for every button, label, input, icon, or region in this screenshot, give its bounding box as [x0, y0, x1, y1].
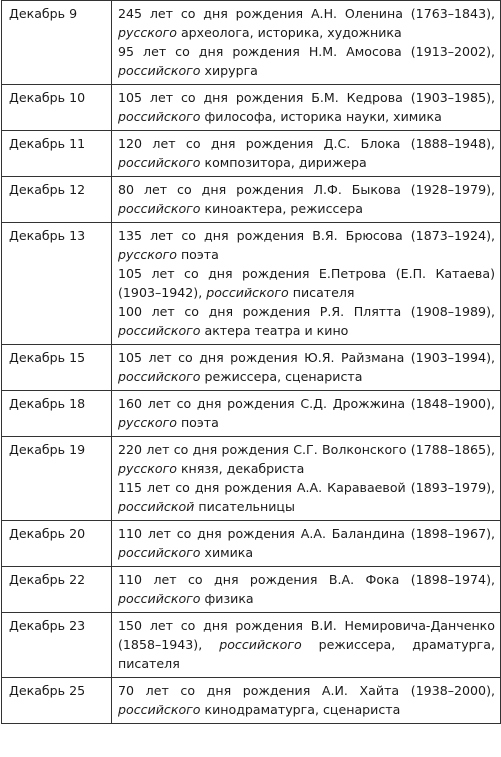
- anniversary-entry: [118, 264, 495, 302]
- anniversary-entry: [118, 302, 495, 340]
- date-cell: Декабрь 9: [2, 1, 112, 85]
- entry-text: 160 лет со дня рождения С.Д. Дрожжина (1848–1900),: [118, 396, 495, 411]
- table-body: [2, 1, 501, 724]
- anniversary-cell: [112, 567, 501, 613]
- anniversary-entry: [118, 524, 495, 562]
- anniversary-cell: [112, 391, 501, 437]
- entry-text: 105 лет со дня рождения Ю.Я. Райзмана (1903–1994),: [118, 350, 495, 365]
- date-cell: Декабрь 15: [2, 345, 112, 391]
- nationality-adjective: российского: [118, 201, 201, 216]
- profession-text: философа, историка науки, химика: [200, 109, 442, 124]
- anniversary-entry: [118, 681, 495, 719]
- date-cell: Декабрь 13: [2, 223, 112, 345]
- profession-text: писателя: [288, 285, 355, 300]
- profession-text: физика: [200, 591, 254, 606]
- anniversary-entry: [118, 88, 495, 126]
- date-cell: Декабрь 18: [2, 391, 112, 437]
- date-cell: Декабрь 20: [2, 521, 112, 567]
- nationality-adjective: российского: [118, 591, 201, 606]
- profession-text: киноактера, режиссера: [200, 201, 363, 216]
- anniversary-cell: [112, 131, 501, 177]
- profession-text: кинодраматурга, сценариста: [200, 702, 401, 717]
- entry-text: 70 лет со дня рождения А.И. Хайта (1938–2000),: [118, 683, 495, 698]
- anniversary-entry: [118, 134, 495, 172]
- nationality-adjective: российской: [118, 499, 195, 514]
- entry-text: 135 лет со дня рождения В.Я. Брюсова (1873–1924),: [118, 228, 495, 243]
- date-cell: Декабрь 11: [2, 131, 112, 177]
- nationality-adjective: российского: [118, 109, 201, 124]
- nationality-adjective: русского: [118, 247, 177, 262]
- table-row: [2, 521, 501, 567]
- profession-text: режиссера, сценариста: [200, 369, 363, 384]
- anniversary-entry: [118, 348, 495, 386]
- nationality-adjective: российского: [206, 285, 289, 300]
- profession-text: режиссера, драматурга, писателя: [118, 637, 495, 671]
- entry-text: 115 лет со дня рождения А.А. Караваевой (1893–1979),: [118, 480, 495, 495]
- nationality-adjective: российского: [118, 369, 201, 384]
- anniversary-entry: [118, 4, 495, 42]
- anniversary-entry: [118, 616, 495, 673]
- profession-text: поэта: [176, 247, 219, 262]
- nationality-adjective: российского: [118, 545, 201, 560]
- anniversary-cell: [112, 1, 501, 85]
- table-row: [2, 223, 501, 345]
- date-cell: Декабрь 23: [2, 613, 112, 678]
- nationality-adjective: русского: [118, 415, 177, 430]
- anniversary-cell: [112, 223, 501, 345]
- nationality-adjective: российского: [118, 63, 201, 78]
- date-cell: Декабрь 25: [2, 678, 112, 724]
- table-row: [2, 177, 501, 223]
- entry-text: 95 лет со дня рождения Н.М. Амосова (1913–2002),: [118, 44, 495, 59]
- anniversary-cell: [112, 177, 501, 223]
- profession-text: химика: [200, 545, 254, 560]
- date-cell: Декабрь 10: [2, 85, 112, 131]
- table-row: [2, 613, 501, 678]
- anniversary-entry: [118, 570, 495, 608]
- profession-text: археолога, историка, художника: [176, 25, 402, 40]
- nationality-adjective: российского: [219, 637, 302, 652]
- date-cell: Декабрь 19: [2, 437, 112, 521]
- profession-text: композитора, дирижера: [200, 155, 367, 170]
- anniversary-cell: [112, 437, 501, 521]
- table-row: [2, 85, 501, 131]
- anniversary-entry: [118, 440, 495, 478]
- date-cell: Декабрь 22: [2, 567, 112, 613]
- table-row: [2, 1, 501, 85]
- anniversary-cell: [112, 85, 501, 131]
- profession-text: поэта: [176, 415, 219, 430]
- date-cell: Декабрь 12: [2, 177, 112, 223]
- anniversary-entry: [118, 42, 495, 80]
- profession-text: хирурга: [200, 63, 258, 78]
- nationality-adjective: российского: [118, 323, 201, 338]
- anniversary-cell: [112, 613, 501, 678]
- entry-text: 105 лет со дня рождения Е.Петрова (Е.П. Катаева) (1903–1942),: [118, 266, 495, 300]
- entry-text: 245 лет со дня рождения А.Н. Оленина (1763–1843),: [118, 6, 495, 21]
- entry-text: 100 лет со дня рождения Р.Я. Плятта (1908–1989),: [118, 304, 495, 319]
- table-row: [2, 437, 501, 521]
- entry-text: 105 лет со дня рождения Б.М. Кедрова (1903–1985),: [118, 90, 495, 105]
- table-row: [2, 567, 501, 613]
- entry-text: 110 лет со дня рождения А.А. Баландина (1898–1967),: [118, 526, 495, 541]
- anniversary-table: [1, 0, 501, 724]
- anniversary-entry: [118, 226, 495, 264]
- table-row: [2, 345, 501, 391]
- profession-text: князя, декабриста: [176, 461, 305, 476]
- anniversary-cell: [112, 678, 501, 724]
- profession-text: актера театра и кино: [200, 323, 349, 338]
- entry-text: 110 лет со дня рождения В.А. Фока (1898–1974),: [118, 572, 495, 587]
- nationality-adjective: российского: [118, 702, 201, 717]
- nationality-adjective: русского: [118, 461, 177, 476]
- anniversary-cell: [112, 521, 501, 567]
- table-row: [2, 391, 501, 437]
- entry-text: 150 лет со дня рождения В.И. Немировича-Данченко (1858–1943),: [118, 618, 495, 652]
- table-row: [2, 131, 501, 177]
- anniversary-cell: [112, 345, 501, 391]
- entry-text: 80 лет со дня рождения Л.Ф. Быкова (1928–1979),: [118, 182, 495, 197]
- table-row: [2, 678, 501, 724]
- anniversary-entry: [118, 180, 495, 218]
- profession-text: писательницы: [194, 499, 295, 514]
- anniversary-entry: [118, 478, 495, 516]
- anniversary-entry: [118, 394, 495, 432]
- entry-text: 120 лет со дня рождения Д.С. Блока (1888–1948),: [118, 136, 495, 151]
- nationality-adjective: русского: [118, 25, 177, 40]
- nationality-adjective: российского: [118, 155, 201, 170]
- entry-text: 220 лет со дня рождения С.Г. Волконского (1788–1865),: [118, 442, 495, 457]
